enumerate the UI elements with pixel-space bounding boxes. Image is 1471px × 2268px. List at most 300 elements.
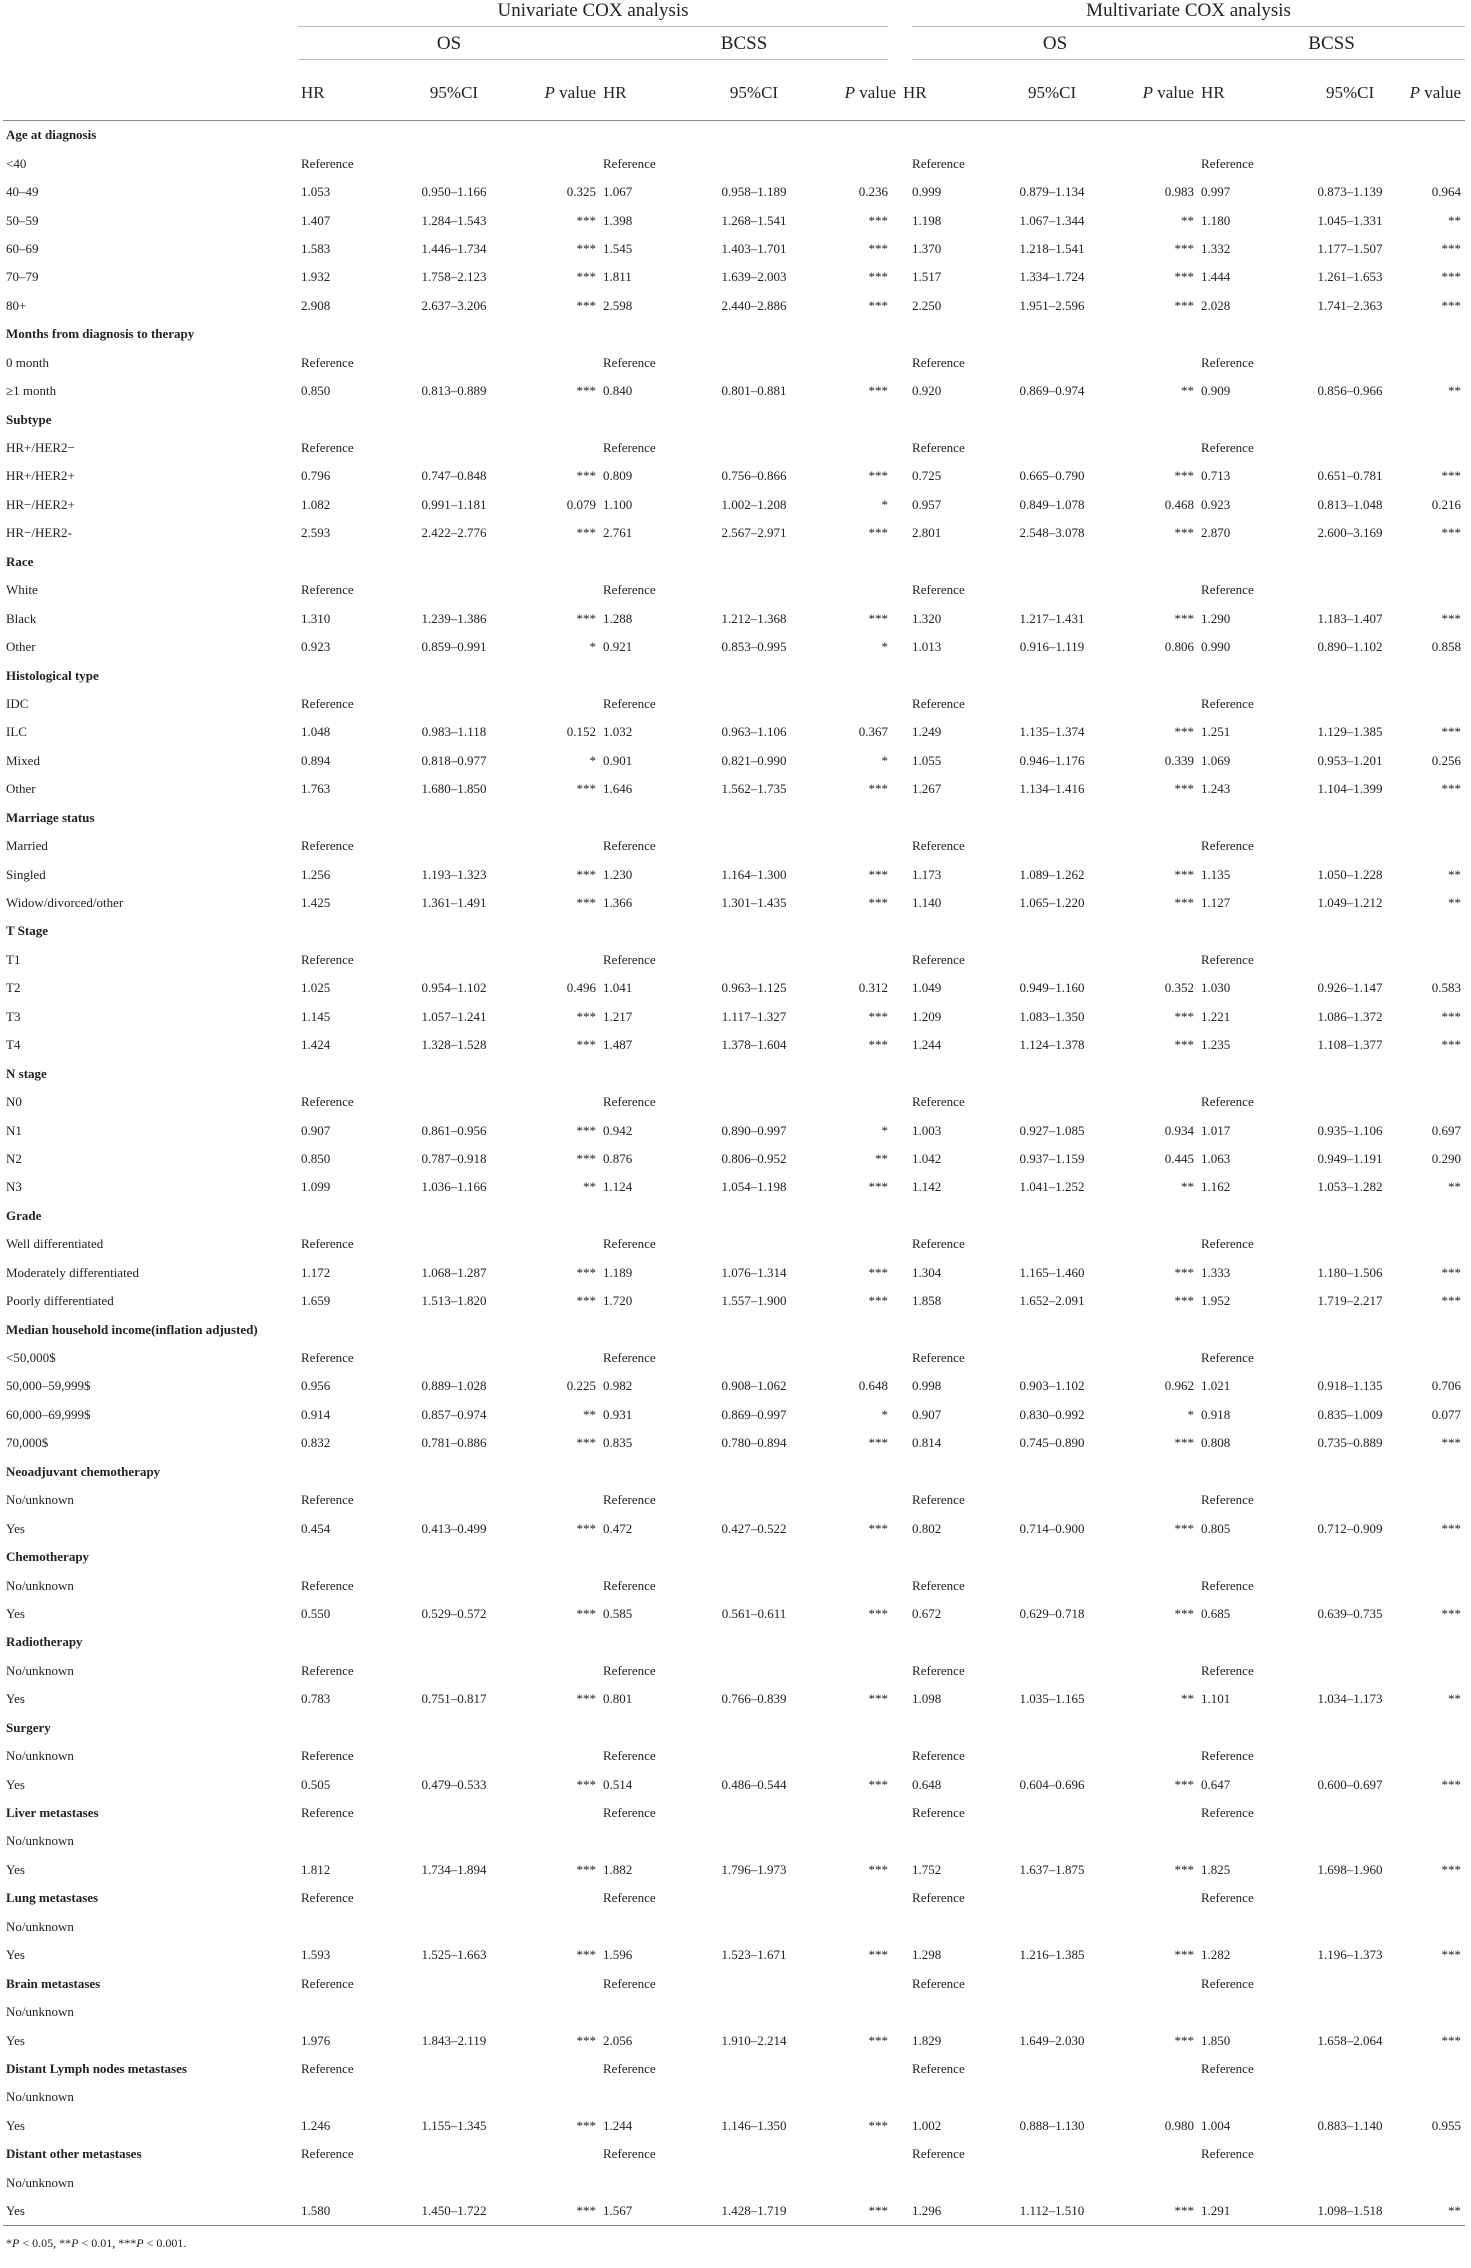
table-row xyxy=(3,178,1465,206)
pvalue-cell: ** xyxy=(1448,212,1462,228)
hr-cell: 0.920 xyxy=(912,383,942,399)
row-label: N3 xyxy=(6,1179,22,1195)
table-row xyxy=(3,718,1465,746)
ci-cell xyxy=(700,1202,808,1230)
col-header-ci: 95%CI xyxy=(1296,65,1404,121)
row-label: 40–49 xyxy=(6,184,39,200)
hr-cell xyxy=(900,917,998,945)
hr-cell xyxy=(1198,661,1296,689)
ci-cell: 0.830–0.992 xyxy=(1019,1406,1085,1422)
ci-cell: 0.935–1.106 xyxy=(1317,1122,1383,1138)
pvalue-cell: *** xyxy=(868,383,889,399)
ci-cell: 0.766–0.839 xyxy=(721,1691,787,1707)
hr-cell: 1.124 xyxy=(603,1179,633,1195)
ci-cell: 1.217–1.431 xyxy=(1019,610,1085,626)
table-row xyxy=(3,1998,1465,2026)
pvalue-cell: * xyxy=(881,1406,889,1422)
ci-cell: 1.050–1.228 xyxy=(1317,866,1383,882)
pvalue-cell xyxy=(1404,1486,1465,1514)
table-row xyxy=(3,1259,1465,1287)
ci-cell: 0.561–0.611 xyxy=(721,1605,787,1621)
pvalue-cell xyxy=(1106,349,1198,377)
pvalue-cell: *** xyxy=(868,1008,889,1024)
ci-cell: 0.427–0.522 xyxy=(721,1520,787,1536)
pvalue-cell xyxy=(808,548,900,576)
hr-cell: Reference xyxy=(603,838,656,854)
hr-cell: 0.585 xyxy=(603,1605,633,1621)
row-label: No/unknown xyxy=(6,1918,74,1934)
hr-cell xyxy=(298,1458,400,1486)
pvalue-cell xyxy=(808,1202,900,1230)
hr-cell xyxy=(1198,1628,1296,1656)
section-label: Distant Lymph nodes metastases xyxy=(6,2060,187,2076)
ci-cell: 0.927–1.085 xyxy=(1019,1122,1085,1138)
hr-cell xyxy=(900,661,998,689)
pvalue-cell: *** xyxy=(576,1037,596,1053)
pvalue-cell xyxy=(1106,917,1198,945)
row-label: N2 xyxy=(6,1150,22,1166)
ci-cell: 0.629–0.718 xyxy=(1019,1605,1085,1621)
hr-cell: Reference xyxy=(1201,2146,1254,2162)
hr-cell: Reference xyxy=(603,1975,656,1991)
pvalue-cell: 0.468 xyxy=(1164,496,1195,512)
pvalue-cell xyxy=(1106,1969,1198,1997)
hr-cell xyxy=(298,1827,400,1855)
hr-cell: 2.908 xyxy=(301,297,331,313)
hr-cell xyxy=(900,2083,998,2111)
ci-cell xyxy=(998,1315,1106,1343)
row-label: Married xyxy=(6,838,48,854)
ci-cell: 0.813–0.889 xyxy=(421,383,487,399)
hr-cell: 0.982 xyxy=(603,1378,633,1394)
pvalue-cell: 0.648 xyxy=(858,1378,889,1394)
hr-cell: 0.998 xyxy=(912,1378,942,1394)
table-row xyxy=(3,2026,1465,2054)
hr-cell xyxy=(600,1628,700,1656)
ci-cell: 1.734–1.894 xyxy=(421,1861,487,1877)
ci-cell xyxy=(1296,349,1404,377)
ci-cell: 1.450–1.722 xyxy=(400,2197,508,2226)
pvalue-cell xyxy=(1106,1998,1198,2026)
hr-cell: 1.332 xyxy=(1201,240,1231,256)
ci-cell: 1.146–1.350 xyxy=(721,2117,787,2133)
hr-cell: 1.244 xyxy=(603,2117,633,2133)
pvalue-cell xyxy=(508,1230,600,1258)
hr-cell: 1.290 xyxy=(1201,610,1231,626)
ci-cell xyxy=(1296,2140,1404,2168)
ci-cell: 1.328–1.528 xyxy=(421,1037,487,1053)
pvalue-cell xyxy=(808,1059,900,1087)
pvalue-cell xyxy=(1106,1202,1198,1230)
ci-cell xyxy=(700,1742,808,1770)
pvalue-cell xyxy=(808,576,900,604)
hr-cell: 1.932 xyxy=(301,269,331,285)
pvalue-cell: *** xyxy=(868,2117,889,2133)
hr-cell: 0.956 xyxy=(301,1378,331,1394)
ci-cell xyxy=(700,1344,808,1372)
hr-cell xyxy=(298,2083,400,2111)
pvalue-cell xyxy=(1106,690,1198,718)
hr-cell: 0.809 xyxy=(603,468,633,484)
pvalue-cell: *** xyxy=(1174,724,1195,740)
hr-cell xyxy=(600,917,700,945)
row-label: Other xyxy=(6,781,36,797)
ci-cell xyxy=(700,1458,808,1486)
ci-cell: 1.041–1.252 xyxy=(1019,1179,1085,1195)
pvalue-cell xyxy=(808,1088,900,1116)
pvalue-cell: *** xyxy=(1174,269,1195,285)
hr-cell xyxy=(298,2169,400,2197)
hr-cell xyxy=(900,1913,998,1941)
hr-cell: 1.398 xyxy=(603,212,633,228)
ci-cell xyxy=(700,1884,808,1912)
ci-cell: 1.035–1.165 xyxy=(1019,1691,1085,1707)
pvalue-cell: *** xyxy=(576,1435,596,1451)
pvalue-cell: *** xyxy=(1441,610,1462,626)
table-row xyxy=(3,576,1465,604)
hr-cell: 1.032 xyxy=(603,724,633,740)
pvalue-cell: *** xyxy=(576,1691,596,1707)
ci-cell xyxy=(998,690,1106,718)
hr-cell: Reference xyxy=(912,2146,965,2162)
pvalue-cell: *** xyxy=(868,895,889,911)
multivariate-header xyxy=(900,0,1465,27)
ci-cell: 1.134–1.416 xyxy=(1019,781,1085,797)
hr-cell: 1.173 xyxy=(912,866,942,882)
hr-cell: 1.310 xyxy=(301,610,331,626)
hr-cell: 0.909 xyxy=(1201,383,1231,399)
pvalue-cell: *** xyxy=(1174,468,1195,484)
hr-cell: Reference xyxy=(1201,354,1254,370)
section-row xyxy=(3,548,1465,576)
hr-cell: 1.100 xyxy=(603,496,633,512)
pvalue-cell xyxy=(1404,1059,1465,1087)
ci-cell: 1.086–1.372 xyxy=(1317,1008,1383,1024)
pvalue-cell: *** xyxy=(1441,240,1462,256)
table-row xyxy=(3,1031,1465,1059)
row-label: No/unknown xyxy=(6,2004,74,2020)
hr-cell: 0.713 xyxy=(1201,468,1231,484)
pvalue-cell xyxy=(508,1799,600,1827)
hr-cell: Reference xyxy=(603,1577,656,1593)
hr-cell: 1.296 xyxy=(900,2197,998,2226)
ci-cell xyxy=(400,1742,508,1770)
hr-cell: 0.921 xyxy=(603,639,633,655)
pvalue-cell: *** xyxy=(868,1179,889,1195)
ci-cell: 0.665–0.790 xyxy=(1019,468,1085,484)
pvalue-cell xyxy=(1106,1486,1198,1514)
table-row xyxy=(3,1230,1465,1258)
pvalue-cell xyxy=(1106,1344,1198,1372)
pvalue-cell: 0.697 xyxy=(1431,1122,1462,1138)
ci-cell: 0.813–1.048 xyxy=(1317,496,1383,512)
ci-cell xyxy=(1296,320,1404,348)
pvalue-cell xyxy=(1106,121,1198,150)
hr-cell: Reference xyxy=(1201,1350,1254,1366)
pvalue-cell: *** xyxy=(868,1435,889,1451)
pvalue-cell xyxy=(808,1315,900,1343)
ci-cell: 0.916–1.119 xyxy=(1019,639,1085,655)
hr-cell xyxy=(900,405,998,433)
pvalue-cell: *** xyxy=(1441,1293,1462,1309)
pvalue-cell xyxy=(1106,1799,1198,1827)
section-row xyxy=(3,1059,1465,1087)
ci-cell: 1.129–1.385 xyxy=(1317,724,1383,740)
ci-cell xyxy=(1296,1998,1404,2026)
pvalue-cell xyxy=(808,1657,900,1685)
hr-cell xyxy=(1198,548,1296,576)
pvalue-cell xyxy=(1106,2140,1198,2168)
pvalue-cell: *** xyxy=(1174,1037,1195,1053)
ci-cell: 0.869–0.974 xyxy=(1019,383,1085,399)
ci-cell: 2.637–3.206 xyxy=(421,297,487,313)
ci-cell xyxy=(400,405,508,433)
ci-cell: 1.652–2.091 xyxy=(1019,1293,1085,1309)
ci-cell xyxy=(998,1230,1106,1258)
section-row xyxy=(3,1543,1465,1571)
col-header-hr: HR xyxy=(600,65,700,121)
pvalue-cell xyxy=(1404,1543,1465,1571)
pvalue-cell: 0.955 xyxy=(1431,2117,1462,2133)
row-label: T4 xyxy=(6,1037,21,1053)
pvalue-cell xyxy=(808,661,900,689)
ci-cell xyxy=(700,946,808,974)
pvalue-cell: *** xyxy=(868,1776,889,1792)
ci-cell: 1.268–1.541 xyxy=(721,212,787,228)
ci-cell xyxy=(998,917,1106,945)
hr-cell xyxy=(600,661,700,689)
pvalue-cell: *** xyxy=(576,1605,596,1621)
hr-cell xyxy=(900,1315,998,1343)
pvalue-cell xyxy=(508,804,600,832)
hr-cell: 0.942 xyxy=(603,1122,633,1138)
table-footnote: *P < 0.05, **P < 0.01, ***P < 0.001. xyxy=(6,2236,187,2251)
table-row xyxy=(3,1514,1465,1542)
ci-cell: 1.054–1.198 xyxy=(721,1179,787,1195)
ci-cell: 1.637–1.875 xyxy=(1019,1861,1085,1877)
hr-cell: 2.598 xyxy=(603,297,633,313)
ci-cell: 0.714–0.900 xyxy=(1019,1520,1085,1536)
ci-cell xyxy=(1296,1230,1404,1258)
ci-cell: 1.428–1.719 xyxy=(700,2197,808,2226)
row-label: 0 month xyxy=(6,354,49,370)
row-label: HR−/HER2+ xyxy=(6,496,75,512)
pvalue-cell xyxy=(1404,1571,1465,1599)
row-label: Yes xyxy=(6,1605,25,1621)
ci-cell xyxy=(700,434,808,462)
pvalue-cell: 0.216 xyxy=(1431,496,1462,512)
ci-cell xyxy=(700,320,808,348)
ci-cell: 0.949–1.160 xyxy=(1019,980,1085,996)
section-row xyxy=(3,1714,1465,1742)
hr-cell: 0.894 xyxy=(301,752,331,768)
hr-cell: Reference xyxy=(301,354,354,370)
row-label: Yes xyxy=(6,1520,25,1536)
pvalue-cell xyxy=(508,917,600,945)
pvalue-cell xyxy=(1106,2055,1198,2083)
ci-cell: 0.963–1.106 xyxy=(721,724,787,740)
ci-cell xyxy=(998,2169,1106,2197)
table-row xyxy=(3,633,1465,661)
pvalue-cell: *** xyxy=(868,1947,889,1963)
hr-cell: 0.814 xyxy=(912,1435,942,1451)
ci-cell: 0.529–0.572 xyxy=(421,1605,487,1621)
hr-cell: 0.907 xyxy=(301,1122,331,1138)
pvalue-cell xyxy=(808,320,900,348)
pvalue-cell xyxy=(508,1315,600,1343)
ci-cell: 1.741–2.363 xyxy=(1317,297,1383,313)
section-label: Distant other metastases xyxy=(6,2146,142,2162)
ci-cell: 2.440–2.886 xyxy=(721,297,787,313)
ci-cell: 1.216–1.385 xyxy=(1019,1947,1085,1963)
ci-cell: 1.301–1.435 xyxy=(721,895,787,911)
hr-cell xyxy=(1198,405,1296,433)
ci-cell xyxy=(700,1571,808,1599)
pvalue-cell xyxy=(1106,1884,1198,1912)
pvalue-cell xyxy=(1106,1827,1198,1855)
hr-cell: 2.801 xyxy=(912,525,942,541)
ci-cell: 1.067–1.344 xyxy=(1019,212,1085,228)
pvalue-cell: *** xyxy=(576,1008,596,1024)
row-label: Widow/divorced/other xyxy=(6,895,124,911)
hr-cell: Reference xyxy=(301,1805,354,1821)
section-row xyxy=(3,1628,1465,1656)
pvalue-cell xyxy=(808,149,900,177)
ci-cell: 1.065–1.220 xyxy=(1019,895,1085,911)
ci-cell xyxy=(998,149,1106,177)
hr-cell: 1.825 xyxy=(1201,1861,1231,1877)
pvalue-cell: *** xyxy=(1441,297,1462,313)
pvalue-cell xyxy=(808,1884,900,1912)
ci-cell: 0.787–0.918 xyxy=(421,1150,487,1166)
table-row xyxy=(3,377,1465,405)
hr-cell: 1.752 xyxy=(912,1861,942,1877)
ci-cell: 0.751–0.817 xyxy=(421,1691,487,1707)
hr-cell xyxy=(600,121,700,150)
hr-cell: 0.472 xyxy=(603,1520,633,1536)
hr-cell: Reference xyxy=(912,695,965,711)
pvalue-cell: ** xyxy=(583,1406,596,1422)
ci-cell xyxy=(400,2055,508,2083)
ci-cell xyxy=(1296,1202,1404,1230)
pvalue-cell xyxy=(1106,1913,1198,1941)
hr-cell xyxy=(298,1913,400,1941)
hr-cell: 1.882 xyxy=(603,1861,633,1877)
pvalue-cell: 0.152 xyxy=(566,724,596,740)
pvalue-cell: 0.706 xyxy=(1431,1378,1462,1394)
hr-cell xyxy=(298,1628,400,1656)
pvalue-cell xyxy=(508,1571,600,1599)
ci-cell xyxy=(998,1913,1106,1941)
ci-cell: 0.963–1.125 xyxy=(721,980,787,996)
ci-cell: 0.983–1.118 xyxy=(421,724,487,740)
row-label: Well differentiated xyxy=(6,1236,104,1252)
pvalue-cell xyxy=(508,576,600,604)
ci-cell xyxy=(998,2055,1106,2083)
table-row xyxy=(3,1003,1465,1031)
col-header-ci: 95%CI xyxy=(700,65,808,121)
pvalue-cell xyxy=(1404,2140,1465,2168)
hr-cell: 1.249 xyxy=(912,724,942,740)
table-row xyxy=(3,2169,1465,2197)
hr-cell: Reference xyxy=(912,1350,965,1366)
ci-cell xyxy=(1296,1742,1404,1770)
hr-cell: Reference xyxy=(301,1890,354,1906)
pvalue-cell: *** xyxy=(576,610,596,626)
ci-cell: 0.946–1.176 xyxy=(1019,752,1085,768)
row-label: White xyxy=(6,582,38,598)
hr-cell xyxy=(900,320,998,348)
ci-cell: 0.856–0.966 xyxy=(1317,383,1383,399)
ci-cell: 1.196–1.373 xyxy=(1317,1947,1383,1963)
table-row xyxy=(3,263,1465,291)
hr-cell: 0.725 xyxy=(912,468,942,484)
ci-cell xyxy=(1296,832,1404,860)
pvalue-cell: *** xyxy=(1174,240,1195,256)
hr-cell: 1.333 xyxy=(1201,1264,1231,1280)
hr-cell xyxy=(900,121,998,150)
table-row xyxy=(3,1657,1465,1685)
pvalue-cell xyxy=(508,121,600,150)
pvalue-cell: *** xyxy=(1174,1776,1195,1792)
pvalue-cell: *** xyxy=(576,212,596,228)
table-row xyxy=(3,2083,1465,2111)
pvalue-cell xyxy=(1404,1969,1465,1997)
ci-cell: 0.801–0.881 xyxy=(721,383,787,399)
pvalue-cell xyxy=(508,1884,600,1912)
hr-cell xyxy=(298,1714,400,1742)
ci-cell: 0.937–1.159 xyxy=(1019,1150,1085,1166)
ci-cell: 1.083–1.350 xyxy=(1019,1008,1085,1024)
pvalue-cell: 0.934 xyxy=(1164,1122,1195,1138)
ci-cell xyxy=(998,946,1106,974)
hr-cell: 0.840 xyxy=(603,383,633,399)
hr-cell: 1.288 xyxy=(603,610,633,626)
ci-cell xyxy=(998,804,1106,832)
row-label: Yes xyxy=(6,2032,25,2048)
ci-cell xyxy=(1296,121,1404,150)
pvalue-cell: ** xyxy=(1181,383,1195,399)
hr-cell: 1.246 xyxy=(301,2117,331,2133)
hr-cell xyxy=(900,1628,998,1656)
ci-cell xyxy=(1296,1315,1404,1343)
pvalue-cell xyxy=(508,2140,600,2168)
hr-cell: 0.931 xyxy=(603,1406,633,1422)
pvalue-cell xyxy=(508,1486,600,1514)
row-label: No/unknown xyxy=(6,2089,74,2105)
row-label: No/unknown xyxy=(6,1833,74,1849)
hr-cell: 1.243 xyxy=(1201,781,1231,797)
hr-cell: Reference xyxy=(301,155,354,171)
ci-cell xyxy=(400,1202,508,1230)
hr-cell xyxy=(900,1059,998,1087)
ci-cell xyxy=(1296,1628,1404,1656)
ci-cell xyxy=(700,917,808,945)
ci-cell: 0.745–0.890 xyxy=(1019,1435,1085,1451)
hr-cell: 1.282 xyxy=(1201,1947,1231,1963)
hr-cell: 1.055 xyxy=(912,752,942,768)
hr-cell: Reference xyxy=(1201,1748,1254,1764)
pvalue-cell xyxy=(1404,1742,1465,1770)
ci-cell: 0.651–0.781 xyxy=(1317,468,1383,484)
ci-cell: 1.180–1.506 xyxy=(1317,1264,1383,1280)
ci-cell xyxy=(1296,1571,1404,1599)
pvalue-cell: *** xyxy=(1441,1037,1462,1053)
pvalue-cell xyxy=(1404,1458,1465,1486)
hr-cell xyxy=(1198,1543,1296,1571)
pvalue-cell xyxy=(1106,1458,1198,1486)
pvalue-cell xyxy=(1106,946,1198,974)
